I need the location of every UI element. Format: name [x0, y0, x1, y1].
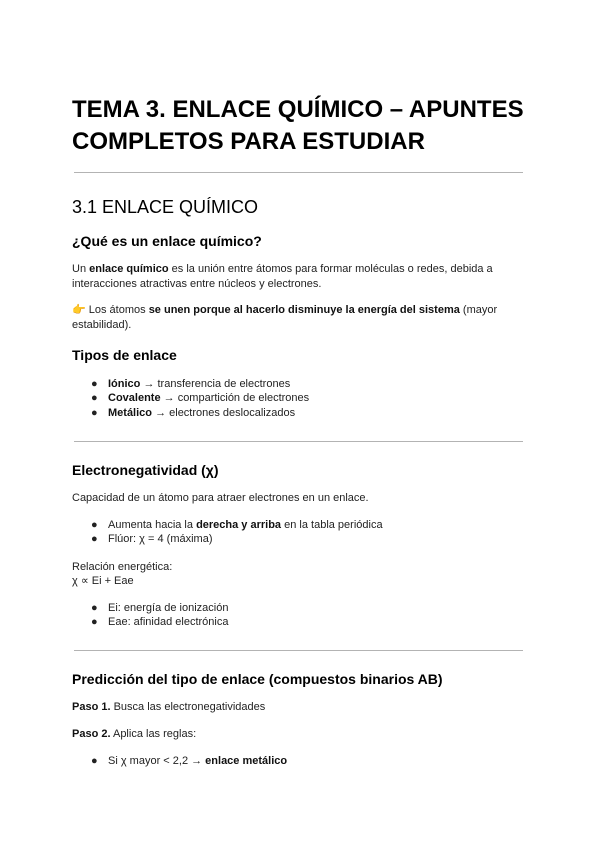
text: → electrones deslocalizados: [152, 407, 296, 419]
text: Ei: energía de ionización: [108, 602, 229, 614]
paragraph-definition: [72, 262, 532, 292]
text: (mayor estabilidad).: [72, 304, 498, 331]
bullet-icon: ●: [91, 602, 98, 614]
text: Si χ mayor < 2,2 →: [108, 755, 206, 767]
text: → compartición de electrones: [160, 392, 310, 404]
subheading-tipos: Tipos de enlace: [72, 347, 177, 363]
subheading-que-es: ¿Qué es un enlace químico?: [72, 233, 262, 249]
bold-term: Iónico: [108, 378, 141, 390]
document-title: TEMA 3. ENLACE QUÍMICO – APUNTES COMPLETOS PARA ESTUDIAR: [72, 96, 524, 155]
divider: [74, 650, 523, 651]
text: Flúor: χ = 4 (máxima): [108, 533, 213, 545]
subheading-electronegatividad: Electronegatividad (χ): [72, 462, 219, 478]
bullet-icon: ●: [91, 616, 98, 628]
step-1: [72, 700, 532, 715]
paragraph-energy: [72, 303, 532, 333]
text: Busca las electronegatividades: [110, 701, 266, 713]
subheading-prediccion: Predicción del tipo de enlace (compuestos binarios AB): [72, 671, 443, 687]
step-2: [72, 727, 532, 742]
bold-term: se unen porque al hacerlo disminuye la energía del sistema: [148, 304, 460, 316]
relation-label: Relación energética:: [72, 561, 173, 573]
bullet-icon: ●: [91, 519, 98, 531]
bullet-icon: ●: [91, 392, 98, 404]
text: Los átomos: [85, 304, 149, 316]
relation-formula: χ ∝ Ei + Eae: [72, 575, 134, 587]
divider: [74, 441, 523, 442]
bold-term: derecha y arriba: [196, 519, 282, 531]
bold-term: enlace metálico: [205, 755, 288, 767]
section-heading: 3.1 ENLACE QUÍMICO: [72, 197, 259, 217]
bullet-icon: ●: [91, 755, 98, 767]
text: en la tabla periódica: [281, 519, 383, 531]
pointing-hand-icon: 👉: [72, 304, 86, 316]
bold-term: Metálico: [108, 407, 153, 419]
text: Aplica las reglas:: [110, 728, 197, 740]
text: es la unión entre átomos para formar moléculas o redes, debida a interacciones atractivas entre núcleos y electrones.: [72, 263, 493, 290]
text: Aumenta hacia la: [108, 519, 197, 531]
bold-term: enlace químico: [89, 263, 169, 275]
bullet-icon: ●: [91, 533, 98, 545]
bold-term: Paso 1.: [72, 701, 111, 713]
text: → transferencia de electrones: [140, 378, 291, 390]
bold-term: Paso 2.: [72, 728, 111, 740]
bullet-icon: ●: [91, 407, 98, 419]
paragraph-intro: Capacidad de un átomo para atraer electrones en un enlace.: [72, 492, 369, 504]
bullet-icon: ●: [91, 378, 98, 390]
text: Un: [72, 263, 90, 275]
divider: [74, 172, 523, 173]
text: Eae: afinidad electrónica: [108, 616, 229, 628]
bold-term: Covalente: [108, 392, 161, 404]
